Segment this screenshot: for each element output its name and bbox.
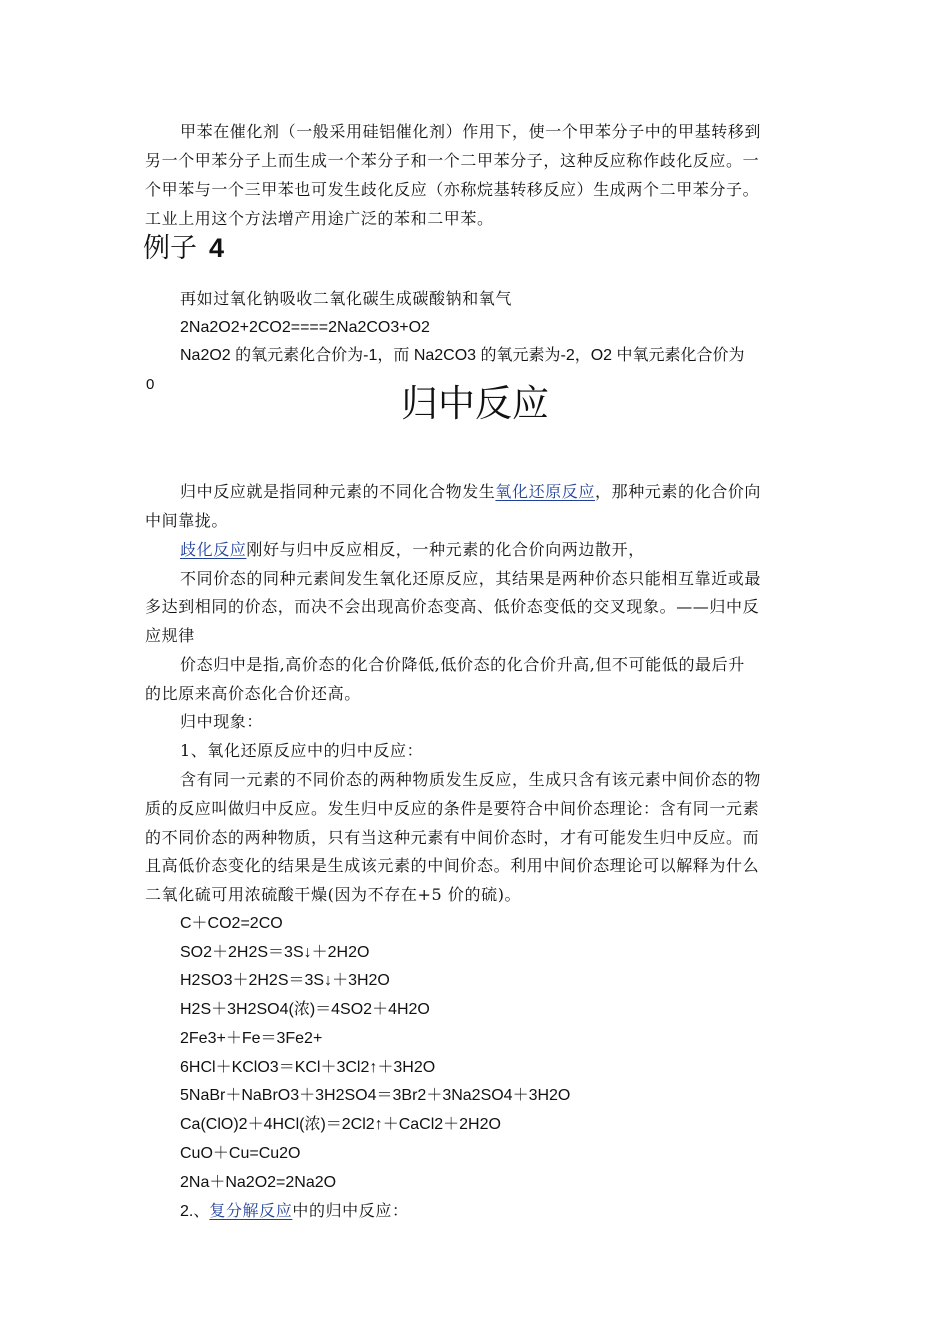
phenomena-label: 归中现象： <box>180 712 264 731</box>
example-line-4: 0 <box>146 376 155 393</box>
definition-line-2: 中间靠拢。 <box>145 511 229 530</box>
item-1-text-5: 二氧化硫可用浓硫酸干燥(因为不存在+5 价的硫)。 <box>145 885 522 904</box>
example-equation: 2Na2O2+2CO2====2Na2CO3+O2 <box>180 319 430 336</box>
equation-9: CuO＋Cu=Cu2O <box>180 1145 301 1162</box>
example-heading-number: 4 <box>209 233 225 263</box>
intro-line-2: 另一个甲苯分子上而生成一个苯分子和一个二甲苯分子，这种反应称作歧化反应。一 <box>145 151 760 170</box>
equation-2: SO2＋2H2S＝3S↓＋2H2O <box>180 944 370 961</box>
rule-line-2: 多达到相同的价态，而决不会出现高价态变高、低价态变低的交叉现象。——归中反 <box>145 597 760 616</box>
item-1-text-4: 且高低价态变化的结果是生成该元素的中间价态。利用中间价态理论可以解释为什么 <box>145 856 760 875</box>
definition-text-after: ，那种元素的化合价向 <box>595 482 762 501</box>
equation-8: Ca(ClO)2＋4HCl(浓)＝2Cl2↑＋CaCl2＋2H2O <box>180 1116 501 1133</box>
item-2-prefix: 2.、 <box>180 1203 210 1220</box>
item-1-text-2: 质的反应叫做归中反应。发生归中反应的条件是要符合中间价态理论：含有同一元素 <box>145 799 760 818</box>
definition-text-before: 归中反应就是指同种元素的不同化合物发生 <box>180 482 496 501</box>
disproportionation-text: 刚好与归中反应相反，一种元素的化合价向两边散开， <box>246 540 645 559</box>
item-1-text-1: 含有同一元素的不同价态的两种物质发生反应，生成只含有该元素中间价态的物 <box>180 770 762 789</box>
intro-line-1: 甲苯在催化剂（一般采用硅铝催化剂）作用下，使一个甲苯分子中的甲基转移到 <box>180 122 762 141</box>
disproportionation-link[interactable]: 歧化反应 <box>180 540 247 559</box>
example-heading-word: 例子 <box>143 233 197 264</box>
item-1-text-3: 的不同价态的两种物质，只有当这种元素有中间价态时，才有可能发生归中反应。而 <box>145 828 760 847</box>
rule-line-3: 应规律 <box>145 626 195 645</box>
rule-line-1: 不同价态的同种元素间发生氧化还原反应，其结果是两种价态只能相互靠近或最 <box>180 569 762 588</box>
equation-4: H2S＋3H2SO4(浓)＝4SO2＋4H2O <box>180 1001 430 1018</box>
item-1-title: 1、氧化还原反应中的归中反应： <box>180 741 424 760</box>
valence-line-2: 的比原来高价态化合价还高。 <box>145 684 361 703</box>
equation-3: H2SO3＋2H2S＝3S↓＋3H2O <box>180 972 390 989</box>
section-title: 归中反应 <box>401 382 549 425</box>
equation-5: 2Fe3+＋Fe＝3Fe2+ <box>180 1030 323 1047</box>
item-2-suffix: 中的归中反应： <box>292 1201 409 1220</box>
definition-line-1 <box>180 482 810 502</box>
intro-line-3: 个甲苯与一个三甲苯也可发生歧化反应（亦称烷基转移反应）生成两个二甲苯分子。 <box>145 180 760 199</box>
item-2-title <box>180 1201 810 1222</box>
example-line-3: Na2O2 的氧元素化合价为-1，而 Na2CO3 的氧元素为-2，O2 中氧元素化合价为 <box>180 347 745 364</box>
equation-6: 6HCl＋KClO3＝KCl＋3Cl2↑＋3H2O <box>180 1059 436 1076</box>
equation-10: 2Na＋Na2O2=2Na2O <box>180 1174 337 1191</box>
double-decomposition-link[interactable]: 复分解反应 <box>209 1201 293 1220</box>
equation-1: C＋CO2=2CO <box>180 915 283 932</box>
equation-7: 5NaBr＋NaBrO3＋3H2SO4＝3Br2＋3Na2SO4＋3H2O <box>180 1087 571 1104</box>
example-heading <box>143 231 224 265</box>
disproportionation-line <box>180 540 810 560</box>
valence-line-1: 价态归中是指,高价态的化合价降低,低价态的化合价升高,但不可能低的最后升 <box>180 655 745 674</box>
redox-reaction-link[interactable]: 氧化还原反应 <box>495 482 596 501</box>
example-line-1: 再如过氧化钠吸收二氧化碳生成碳酸钠和氧气 <box>180 289 513 308</box>
intro-line-4: 工业上用这个方法增产用途广泛的苯和二甲苯。 <box>145 209 494 228</box>
